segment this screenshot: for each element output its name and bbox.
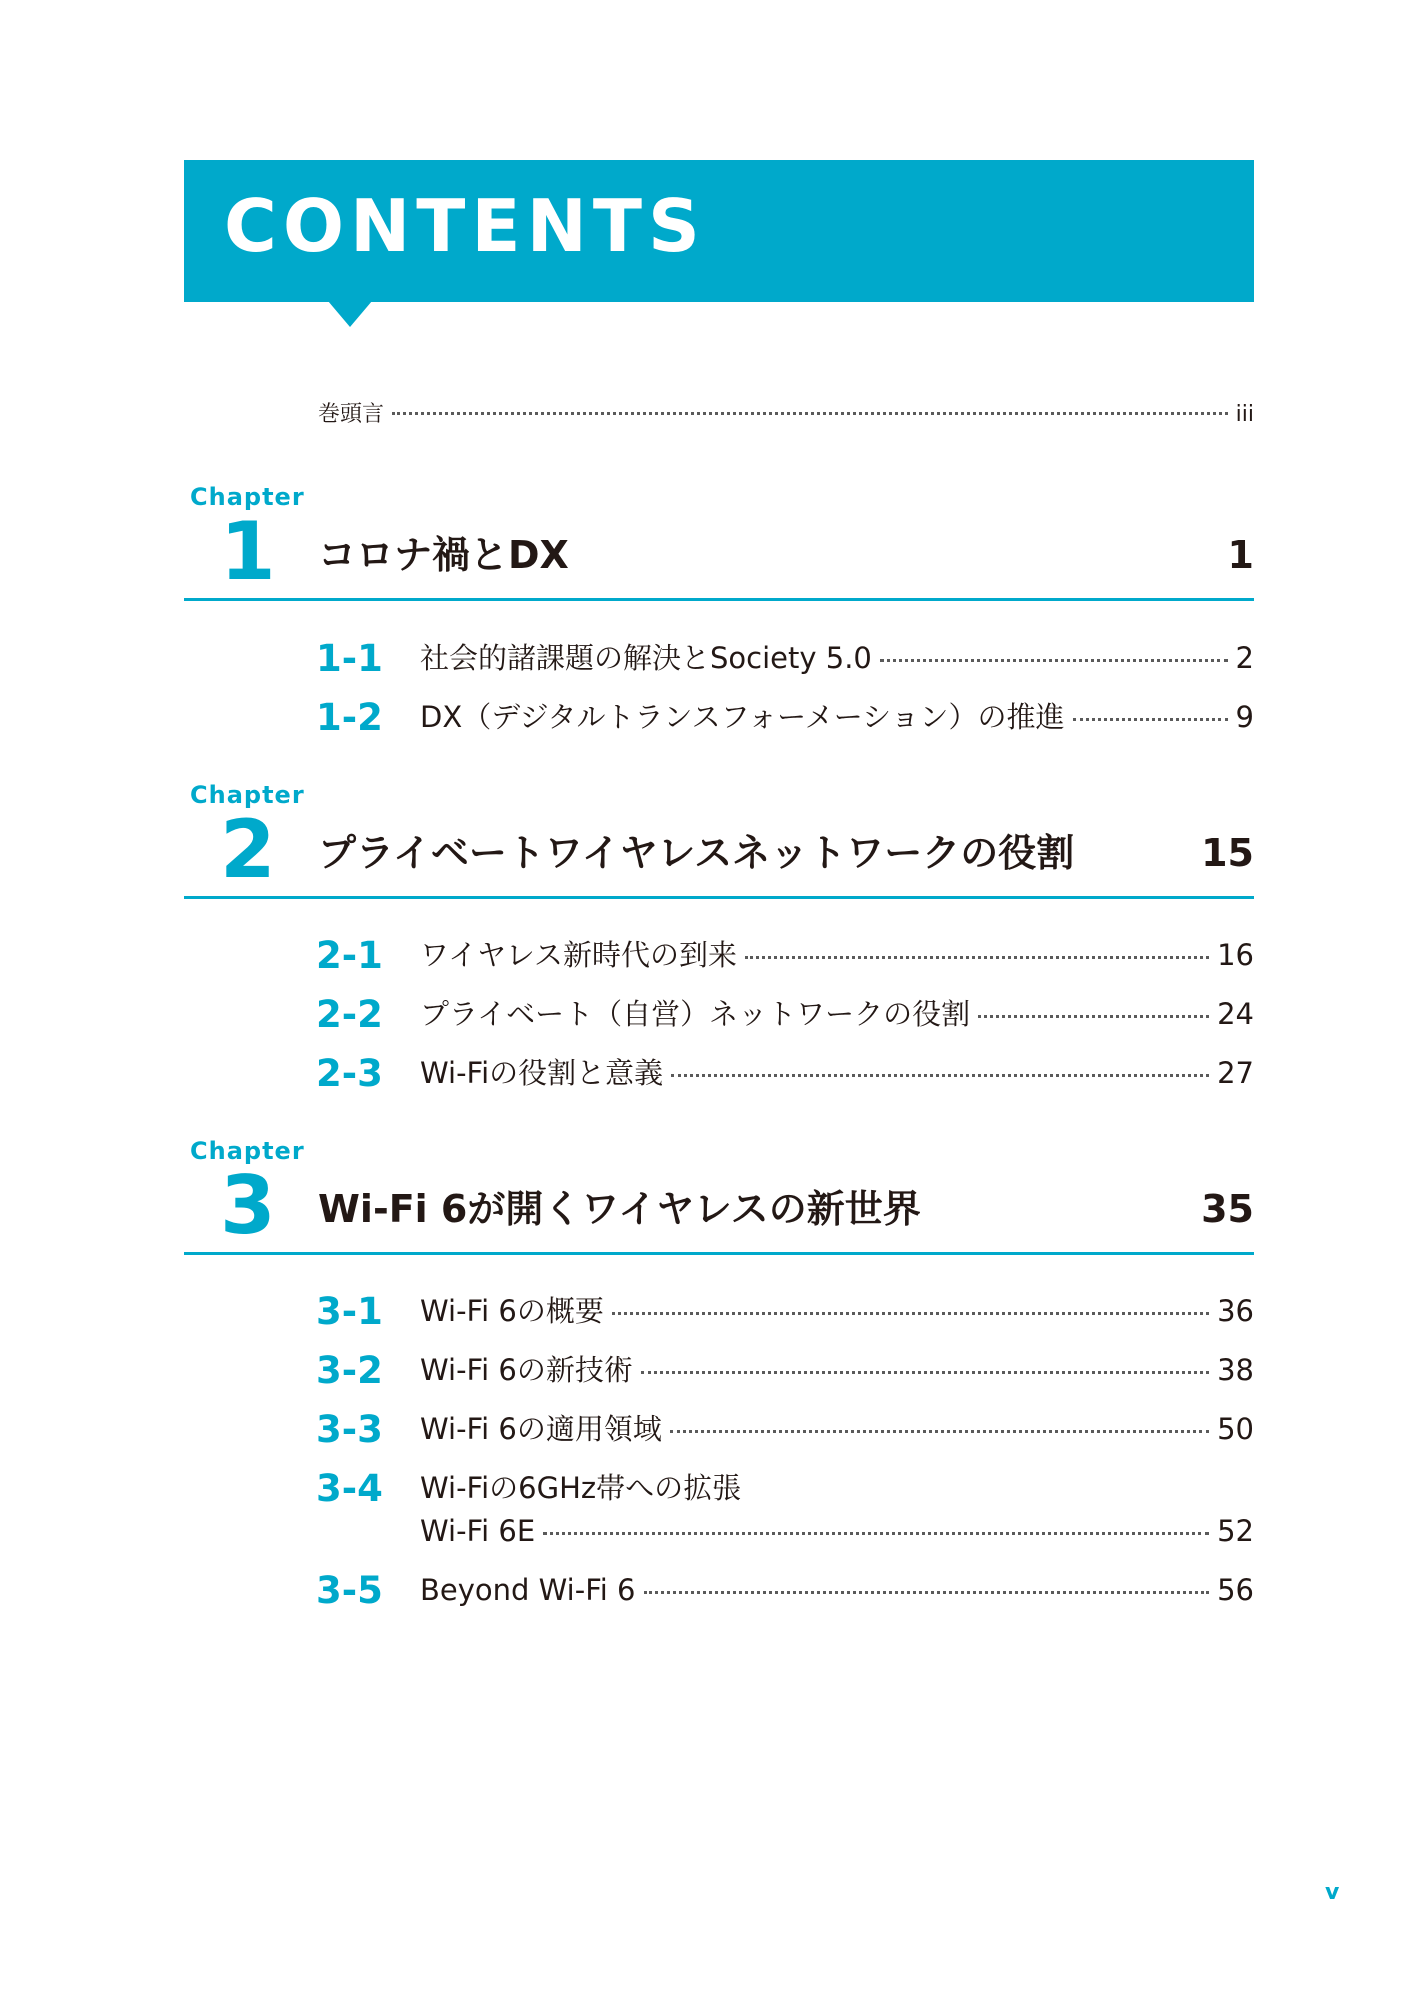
- section-number: 3-2: [316, 1349, 383, 1392]
- dot-leader: [612, 1312, 1209, 1315]
- chapter-number: 2: [220, 803, 276, 896]
- chapter-label: Chapter: [190, 781, 305, 809]
- section-page: 24: [1217, 997, 1254, 1031]
- section-title: Wi-Fi 6の概要: [420, 1294, 604, 1328]
- dot-leader: [978, 1015, 1209, 1018]
- toc-entry-section[interactable]: [420, 1056, 1254, 1090]
- toc-entry-section[interactable]: [420, 1353, 1254, 1387]
- dot-leader: [670, 1430, 1209, 1433]
- section-number: 3-4: [316, 1467, 383, 1510]
- page-number: v: [1325, 1880, 1340, 1905]
- section-number: 1-2: [316, 696, 383, 739]
- chapter-page: 35: [1201, 1187, 1254, 1231]
- toc-entry-section[interactable]: [420, 938, 1254, 972]
- section-page: 36: [1217, 1294, 1254, 1328]
- section-number: 2-2: [316, 993, 383, 1036]
- dot-leader: [880, 659, 1228, 662]
- toc-entry-page: iii: [1235, 402, 1254, 427]
- toc-entry-label: 巻頭言: [318, 402, 385, 427]
- dot-leader: [543, 1532, 1209, 1535]
- toc-entry-section[interactable]: [420, 997, 1254, 1031]
- chapter-page: 15: [1201, 831, 1254, 875]
- section-title: Wi-Fi 6E: [420, 1514, 536, 1548]
- section-title: Wi-Fiの役割と意義: [420, 1056, 664, 1090]
- chapter-label: Chapter: [190, 483, 305, 511]
- toc-entry-section[interactable]: [420, 641, 1254, 675]
- section-title: Wi-Fi 6の適用領域: [420, 1412, 662, 1446]
- section-number: 2-1: [316, 934, 383, 977]
- chapter-title[interactable]: Wi-Fi 6が開くワイヤレスの新世界: [318, 1187, 921, 1231]
- chapter-page: 1: [1227, 533, 1254, 577]
- toc-entry-section[interactable]: [420, 1573, 1254, 1607]
- section-title: DX（デジタルトランスフォーメーション）の推進: [420, 700, 1065, 734]
- dot-leader: [745, 956, 1209, 959]
- section-page: 56: [1217, 1573, 1254, 1607]
- chapter-label: Chapter: [190, 1137, 305, 1165]
- chapter-number: 1: [220, 505, 276, 598]
- section-title: Beyond Wi-Fi 6: [420, 1573, 636, 1607]
- chapter-title[interactable]: プライベートワイヤレスネットワークの役割: [318, 831, 1075, 875]
- dot-leader: [644, 1591, 1210, 1594]
- banner-pointer: [328, 301, 372, 327]
- dot-leader: [671, 1074, 1209, 1077]
- contents-banner: [184, 160, 1254, 302]
- section-title-line1: Wi-Fiの6GHz帯への拡張: [420, 1471, 742, 1505]
- toc-entry-section[interactable]: [420, 1514, 1254, 1548]
- section-page: 9: [1235, 700, 1254, 734]
- section-page: 2: [1235, 641, 1254, 675]
- toc-entry-section[interactable]: [420, 700, 1254, 734]
- section-page: 27: [1217, 1056, 1254, 1090]
- section-page: 52: [1217, 1514, 1254, 1548]
- section-title: ワイヤレス新時代の到来: [420, 938, 737, 972]
- dot-leader: [641, 1371, 1209, 1374]
- page-title: CONTENTS: [224, 184, 706, 268]
- section-number: 2-3: [316, 1052, 383, 1095]
- dot-leader: [1073, 718, 1228, 721]
- chapter-rule: [184, 598, 1254, 601]
- section-number: 3-3: [316, 1408, 383, 1451]
- section-page: 16: [1217, 938, 1254, 972]
- section-title: 社会的諸課題の解決とSociety 5.0: [420, 641, 872, 675]
- section-number: 3-1: [316, 1290, 383, 1333]
- section-number: 1-1: [316, 637, 383, 680]
- dot-leader: [392, 412, 1228, 415]
- toc-entry-preface[interactable]: [318, 404, 1254, 426]
- chapter-number: 3: [220, 1159, 276, 1252]
- section-title: Wi-Fi 6の新技術: [420, 1353, 633, 1387]
- section-title: プライベート（自営）ネットワークの役割: [420, 997, 971, 1031]
- chapter-title[interactable]: コロナ禍とDX: [318, 533, 569, 577]
- section-page: 38: [1217, 1353, 1254, 1387]
- section-number: 3-5: [316, 1569, 383, 1612]
- chapter-rule: [184, 896, 1254, 899]
- section-page: 50: [1217, 1412, 1254, 1446]
- toc-entry-section[interactable]: [420, 1412, 1254, 1446]
- toc-entry-section[interactable]: [420, 1294, 1254, 1328]
- chapter-rule: [184, 1252, 1254, 1255]
